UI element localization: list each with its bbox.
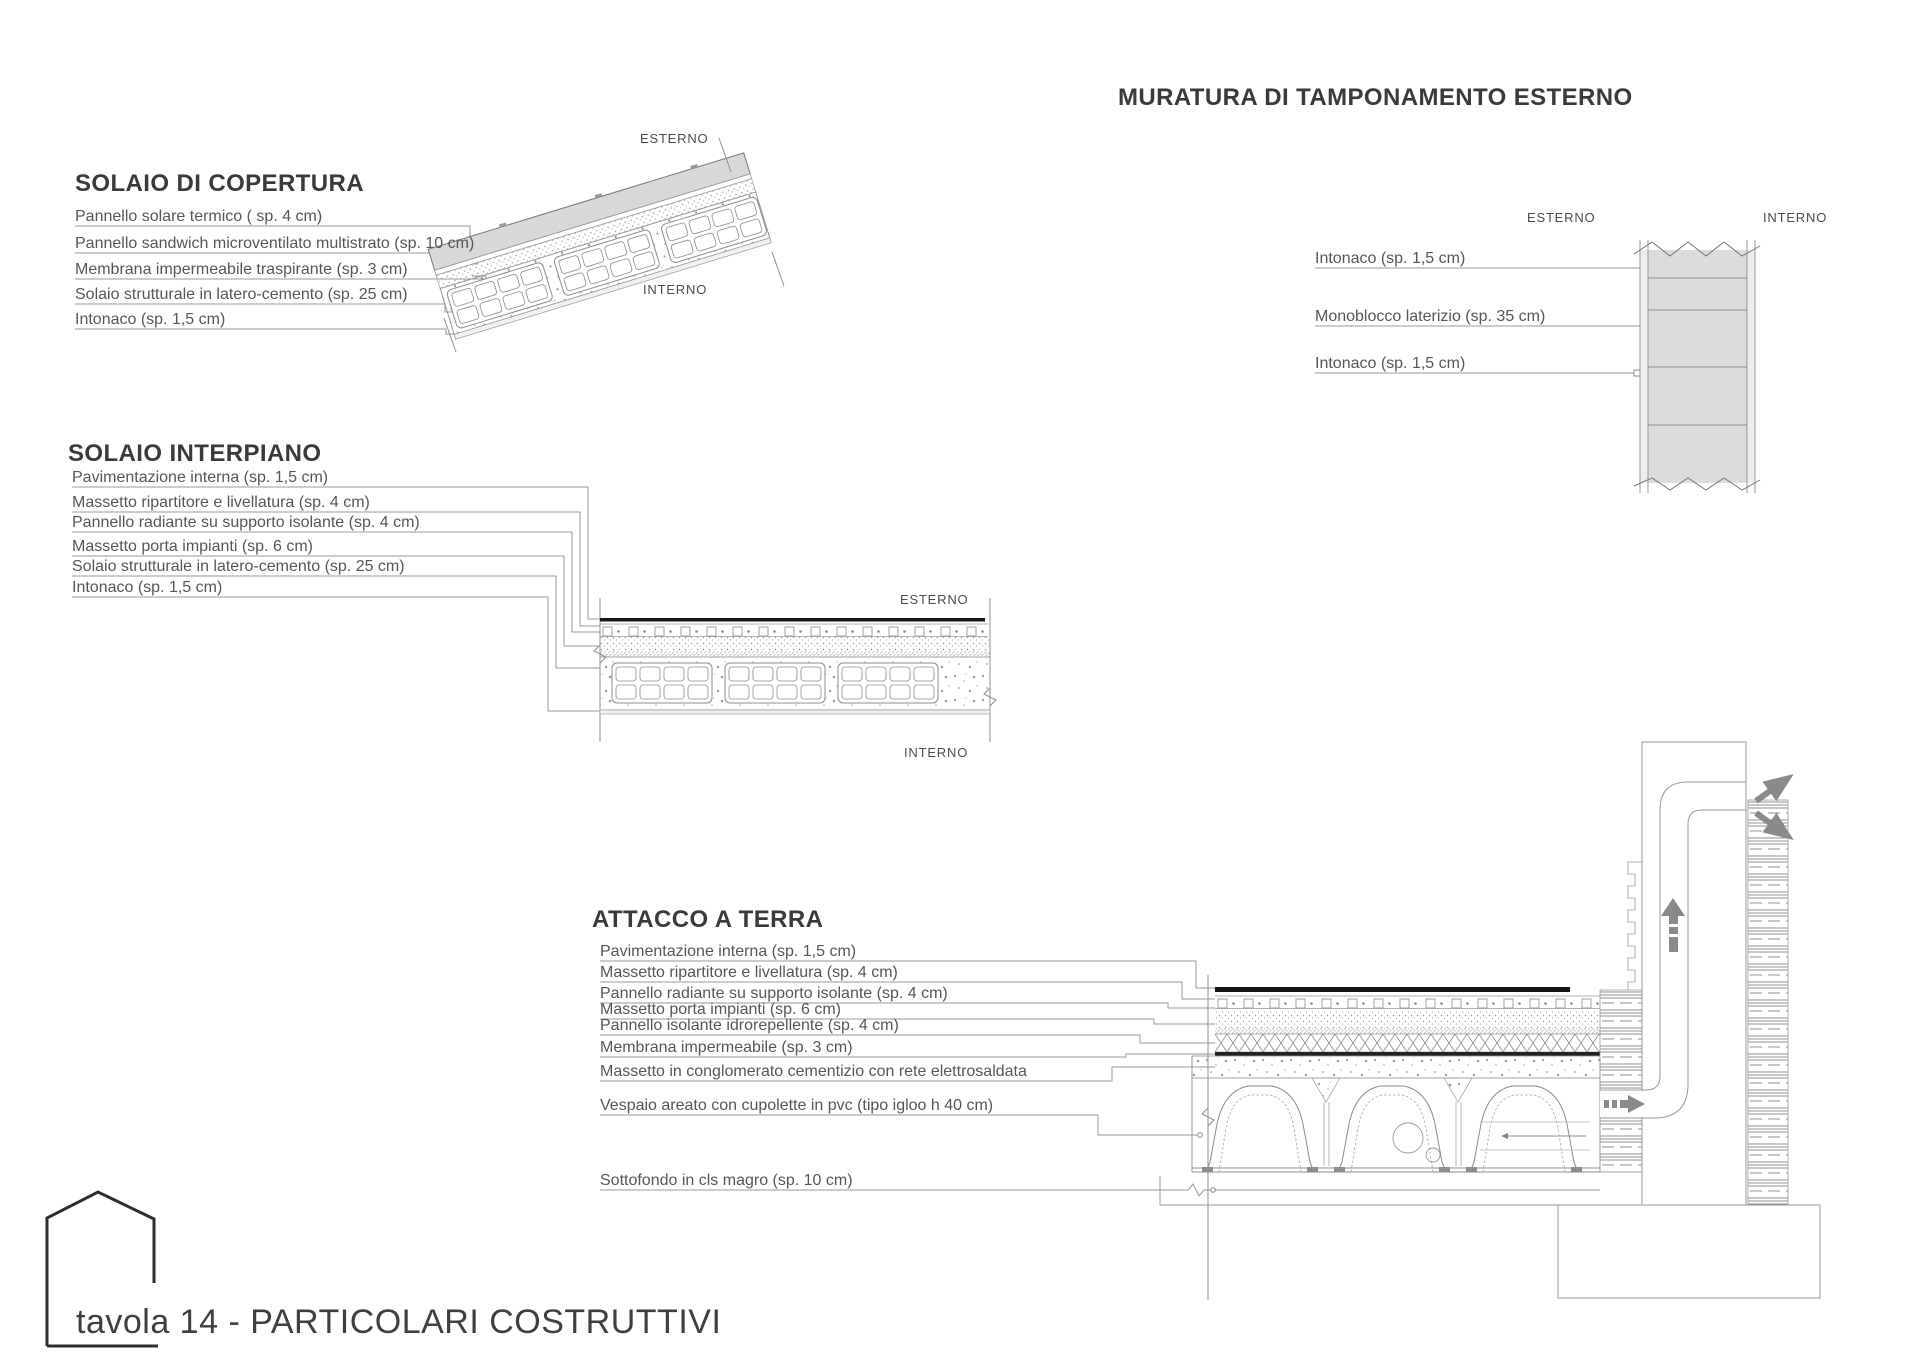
muratura-label: Intonaco (sp. 1,5 cm) bbox=[1315, 250, 1466, 267]
interpiano-label: Pavimentazione interna (sp. 1,5 cm) bbox=[72, 469, 329, 486]
attacco-label: Massetto ripartitore e livellatura (sp. 4 cm) bbox=[600, 964, 898, 981]
copertura-interno-marker: INTERNO bbox=[643, 282, 708, 297]
muratura-label: Monoblocco laterizio (sp. 35 cm) bbox=[1315, 308, 1546, 325]
interpiano-interno-marker: INTERNO bbox=[904, 745, 969, 760]
interpiano-title: SOLAIO INTERPIANO bbox=[68, 440, 322, 467]
attacco-label: Massetto porta impianti (sp. 6 cm) bbox=[600, 1001, 841, 1018]
interpiano-label: Pannello radiante su supporto isolante (sp. 4 cm) bbox=[72, 514, 420, 531]
attacco-label: Pannello isolante idrorepellente (sp. 4 cm) bbox=[600, 1017, 899, 1034]
interpiano-esterno-marker: ESTERNO bbox=[900, 592, 969, 607]
copertura-label: Pannello solare termico ( sp. 4 cm) bbox=[75, 208, 323, 225]
interpiano-label: Massetto porta impianti (sp. 6 cm) bbox=[72, 538, 313, 555]
attacco-label: Pannello radiante su supporto isolante (sp. 4 cm) bbox=[600, 985, 948, 1002]
attacco-label: Massetto in conglomerato cementizio con rete elettrosaldata bbox=[600, 1063, 1027, 1080]
muratura-interno-marker: INTERNO bbox=[1763, 210, 1828, 225]
copertura-esterno-marker: ESTERNO bbox=[640, 131, 709, 146]
muratura-title: MURATURA DI TAMPONAMENTO ESTERNO bbox=[1118, 84, 1633, 111]
copertura-label: Membrana impermeabile traspirante (sp. 3 cm) bbox=[75, 261, 408, 278]
sheet-title: tavola 14 - PARTICOLARI COSTRUTTIVI bbox=[76, 1303, 722, 1341]
copertura-label: Solaio strutturale in latero-cemento (sp. 25 cm) bbox=[75, 286, 408, 303]
attacco-label: Sottofondo in cls magro (sp. 10 cm) bbox=[600, 1172, 853, 1189]
roof-section bbox=[427, 150, 771, 339]
interpiano-label: Massetto ripartitore e livellatura (sp. 4 cm) bbox=[72, 494, 370, 511]
attacco-label: Pavimentazione interna (sp. 1,5 cm) bbox=[600, 943, 857, 960]
attacco-label: Membrana impermeabile (sp. 3 cm) bbox=[600, 1039, 853, 1056]
attacco-label: Vespaio areato con cupolette in pvc (tipo igloo h 40 cm) bbox=[600, 1097, 994, 1114]
interpiano-label: Solaio strutturale in latero-cemento (sp. 25 cm) bbox=[72, 558, 405, 575]
attacco-title: ATTACCO A TERRA bbox=[592, 906, 824, 933]
copertura-title: SOLAIO DI COPERTURA bbox=[75, 170, 364, 197]
copertura-label: Intonaco (sp. 1,5 cm) bbox=[75, 311, 226, 328]
muratura-esterno-marker: ESTERNO bbox=[1527, 210, 1596, 225]
interpiano-label: Intonaco (sp. 1,5 cm) bbox=[72, 579, 223, 596]
copertura-label: Pannello sandwich microventilato multistrato (sp. 10 cm) bbox=[75, 235, 475, 252]
muratura-label: Intonaco (sp. 1,5 cm) bbox=[1315, 355, 1466, 372]
